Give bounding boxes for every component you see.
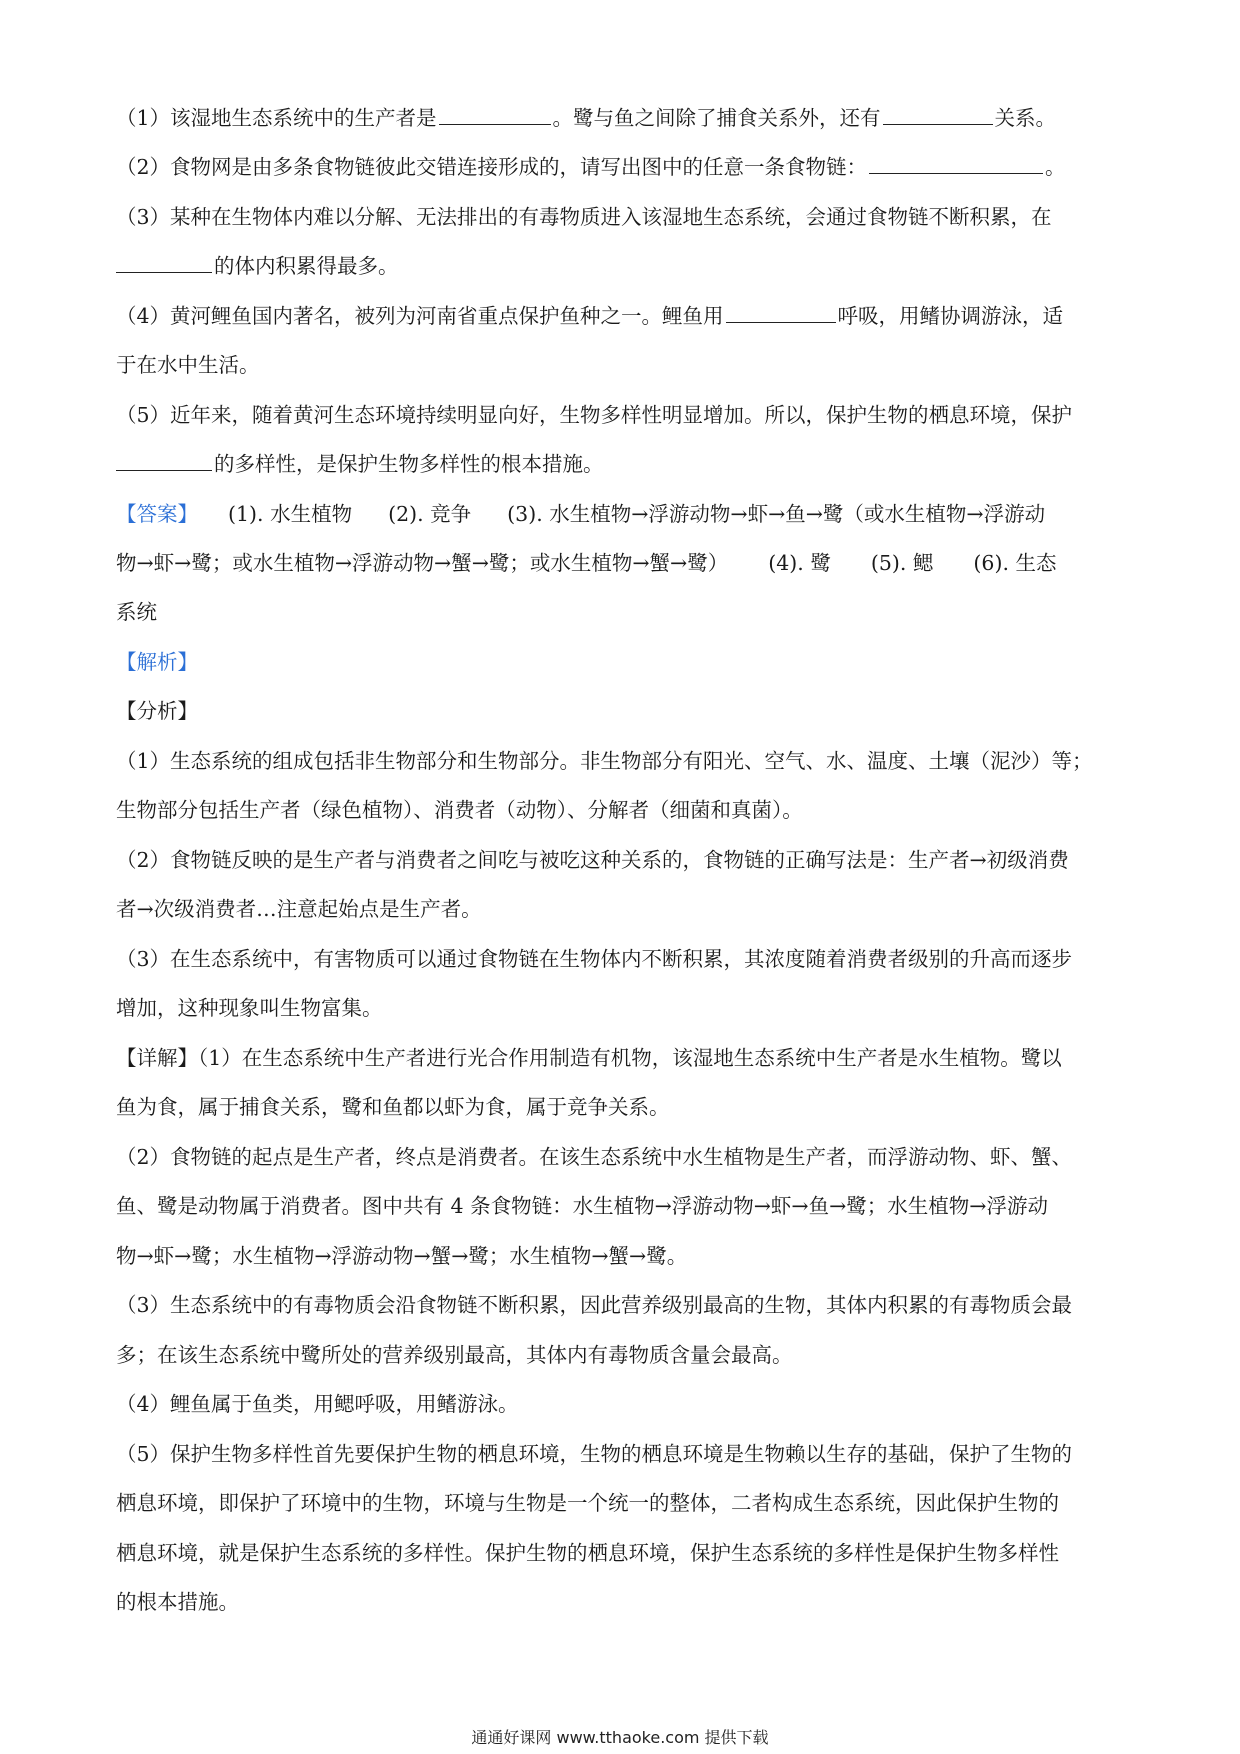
answer-5: (5). 鳃 — [870, 551, 934, 575]
q1-text-a: （1）该湿地生态系统中的生产者是 — [116, 106, 437, 130]
q4-text-a: （4）黄河鲤鱼国内著名，被列为河南省重点保护鱼种之一。鲤鱼用 — [116, 304, 724, 328]
detail-d5-line-1: （5）保护生物多样性首先要保护生物的栖息环境，生物的栖息环境是生物赖以生存的基础，保护了生物的 — [116, 1442, 1073, 1466]
detail-d5-line-2: 栖息环境，即保护了环境中的生物，环境与生物是一个统一的整体，二者构成生态系统，因此保护生物的 — [116, 1491, 1059, 1515]
q2-text-b: 。 — [1045, 155, 1066, 179]
answer-1: (1). 水生植物 — [228, 502, 353, 526]
answer-line-1 — [116, 500, 1132, 528]
q5-text: 的多样性，是保护生物多样性的根本措施。 — [214, 452, 604, 476]
question-5-line-2 — [116, 450, 1132, 478]
answer-2: (2). 竞争 — [388, 502, 472, 526]
answer-3-part-2: 物→虾→鹭；或水生植物→浮游动物→蟹→鹭；或水生植物→蟹→鹭） — [116, 551, 729, 575]
question-5-line-1: （5）近年来，随着黄河生态环境持续明显向好，生物多样性明显增加。所以，保护生物的栖息环境，保护 — [116, 403, 1073, 427]
q2-blank — [869, 153, 1043, 174]
question-2 — [116, 153, 1132, 181]
question-4-line-1 — [116, 302, 1132, 330]
answer-tag: 【答案】 — [116, 502, 198, 526]
detail-d1-line-1: （1）在生态系统中生产者进行光合作用制造有机物，该湿地生态系统中生产者是水生植物。鹭以 — [198, 1046, 1062, 1070]
q1-blank-2 — [883, 104, 993, 125]
analysis-p3-line-1: （3）在生态系统中，有害物质可以通过食物链在生物体内不断积累，其浓度随着消费者级别的升高而逐步 — [116, 947, 1073, 971]
answer-6: (6). 生态 — [973, 551, 1057, 575]
q4-text-b: 呼吸，用鳍协调游泳，适 — [837, 304, 1064, 328]
detail-d1-line-2: 鱼为食，属于捕食关系，鹭和鱼都以虾为食，属于竞争关系。 — [116, 1095, 670, 1119]
answer-3-part-1: (3). 水生植物→浮游动物→虾→鱼→鹭（或水生植物→浮游动 — [507, 502, 1046, 526]
detail-d3-line-2: 多；在该生态系统中鹭所处的营养级别最高，其体内有毒物质含量会最高。 — [116, 1343, 793, 1367]
analysis-subtag: 【分析】 — [116, 699, 198, 723]
q3-text: 的体内积累得最多。 — [214, 254, 399, 278]
detail-d2-line-2: 鱼、鹭是动物属于消费者。图中共有 4 条食物链：水生植物→浮游动物→虾→鱼→鹭；水生植物→浮游动 — [116, 1194, 1048, 1218]
answer-line-3: 系统 — [116, 600, 157, 624]
analysis-p1-line-1: （1）生态系统的组成包括非生物部分和生物部分。非生物部分有阳光、空气、水、温度、土壤（泥沙）等； — [116, 749, 1093, 773]
question-4-line-2: 于在水中生活。 — [116, 353, 260, 377]
detail-tag: 【详解】 — [116, 1046, 198, 1070]
detail-d4-line-1: （4）鲤鱼属于鱼类，用鳃呼吸，用鳍游泳。 — [116, 1392, 519, 1416]
analysis-p3-line-2: 增加，这种现象叫生物富集。 — [116, 996, 383, 1020]
q4-blank — [726, 302, 836, 323]
analysis-p2-line-2: 者→次级消费者…注意起始点是生产者。 — [116, 897, 482, 921]
question-1 — [116, 104, 1132, 132]
answer-4: (4). 鹭 — [768, 551, 831, 575]
detail-d5-line-3: 栖息环境，就是保护生态系统的多样性。保护生物的栖息环境，保护生态系统的多样性是保护生物多样性 — [116, 1541, 1059, 1565]
detail-d5-line-4: 的根本措施。 — [116, 1590, 239, 1614]
q1-text-b: 。鹭与鱼之间除了捕食关系外，还有 — [552, 106, 881, 130]
question-3-line-2 — [116, 252, 1132, 280]
q5-blank — [116, 450, 212, 471]
detail-d2-line-3: 物→虾→鹭；水生植物→浮游动物→蟹→鹭；水生植物→蟹→鹭。 — [116, 1244, 688, 1268]
detail-line-1 — [116, 1044, 1132, 1072]
q3-blank — [116, 252, 212, 273]
q1-text-c: 关系。 — [994, 106, 1057, 130]
analysis-p2-line-1: （2）食物链反映的是生产者与消费者之间吃与被吃这种关系的，食物链的正确写法是：生产者→初级消费 — [116, 848, 1069, 872]
question-3-line-1: （3）某种在生物体内难以分解、无法排出的有毒物质进入该湿地生态系统，会通过食物链不断积累，在 — [116, 205, 1052, 229]
analysis-p1-line-2: 生物部分包括生产者（绿色植物）、消费者（动物）、分解者（细菌和真菌）。 — [116, 798, 803, 822]
q2-text-a: （2）食物网是由多条食物链彼此交错连接形成的，请写出图中的任意一条食物链： — [116, 155, 868, 179]
detail-d3-line-1: （3）生态系统中的有毒物质会沿食物链不断积累，因此营养级别最高的生物，其体内积累的有毒物质会最 — [116, 1293, 1073, 1317]
q1-blank-1 — [439, 104, 551, 125]
answer-line-2 — [116, 549, 1132, 577]
analysis-tag: 【解析】 — [116, 650, 198, 674]
page-footer: 通通好课网 www.tthaoke.com 提供下载 — [471, 1728, 769, 1747]
detail-d2-line-1: （2）食物链的起点是生产者，终点是消费者。在该生态系统中水生植物是生产者，而浮游动物、虾、蟹、 — [116, 1145, 1073, 1169]
